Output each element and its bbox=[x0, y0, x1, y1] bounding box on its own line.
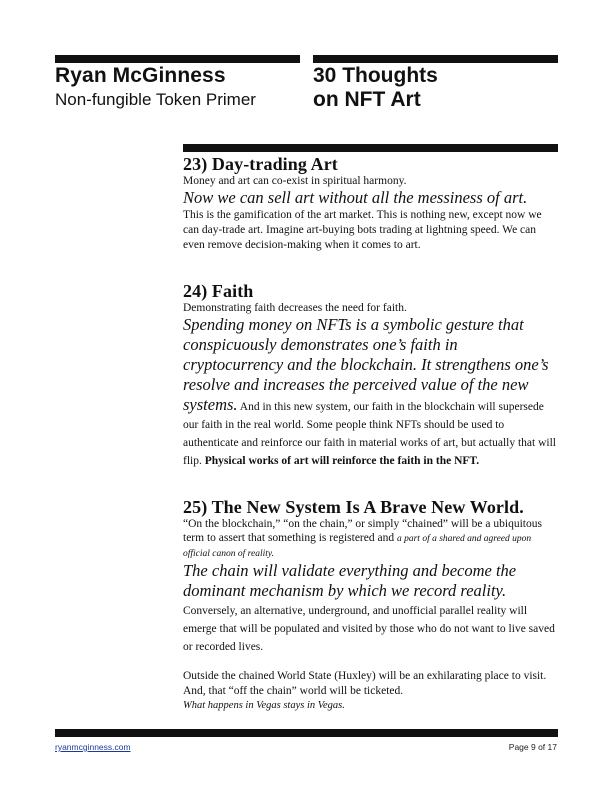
author-name: Ryan McGinness bbox=[55, 64, 226, 87]
pull-quote: The chain will validate everything and become the dominant mechanism by which we record reality. bbox=[183, 561, 517, 600]
section-24 bbox=[183, 281, 559, 469]
closing-line: What happens in Vegas stays in Vegas. bbox=[183, 700, 345, 711]
content-rule bbox=[183, 144, 558, 152]
website-link[interactable]: ryanmcginness.com bbox=[55, 742, 131, 752]
section-heading: 23) Day-trading Art bbox=[183, 154, 338, 174]
section-body: This is the gamification of the art market. This is nothing new, except now we can day-trade art. Imagine art-buying bots trading at lightning speed. We can even remove decision-making when it comes to art. bbox=[183, 209, 542, 251]
section-23 bbox=[183, 154, 559, 253]
header-right bbox=[313, 64, 558, 112]
title-line-1: 30 Thoughts bbox=[313, 64, 438, 87]
section-lead-paragraph bbox=[183, 517, 559, 561]
spacer bbox=[183, 655, 559, 669]
pull-quote: Spending money on NFTs is a symbolic gesture that conspicuously demonstrates one’s faith in cryptocurrency and the blockchain. It strengthens one’s resolve and increases the perceived value of the new systems. bbox=[183, 315, 549, 414]
content-column bbox=[183, 154, 559, 741]
header-rule-right bbox=[313, 55, 558, 63]
section-lead-italic: a part of a shared and agreed upon official canon of reality. bbox=[183, 534, 532, 559]
document-subtitle: Non-fungible Token Primer bbox=[55, 90, 256, 109]
section-heading: 25) The New System Is A Brave New World. bbox=[183, 497, 524, 517]
section-paragraph bbox=[183, 561, 559, 655]
section-25 bbox=[183, 497, 559, 713]
header-left bbox=[55, 64, 305, 111]
document-title bbox=[313, 64, 558, 112]
section-lead: Money and art can co-exist in spiritual harmony. bbox=[183, 175, 407, 187]
header-rule-left bbox=[55, 55, 300, 63]
section-body: And in this new system, our faith in the blockchain will supersede our faith in the real world. Some people think NFTs should be used to authenticate and reinforce our faith in material works of art, but actually that will flip. bbox=[183, 401, 556, 467]
title-line-2: on NFT Art bbox=[313, 88, 421, 111]
section-lead: “On the blockchain,” “on the chain,” or simply “chained” will be a ubiquitous term to assert that something is registered and bbox=[183, 518, 542, 544]
section-lead: Demonstrating faith decreases the need for faith. bbox=[183, 302, 407, 314]
section-body-bold: Physical works of art will reinforce the faith in the NFT. bbox=[204, 455, 480, 467]
section-body-2: Outside the chained World State (Huxley) will be an exhilarating place to visit. And, that “off the chain” world will be ticketed. bbox=[183, 670, 547, 697]
section-paragraph bbox=[183, 315, 559, 469]
pull-quote: Now we can sell art without all the messiness of art. bbox=[183, 188, 528, 207]
footer-rule bbox=[55, 729, 558, 737]
section-heading: 24) Faith bbox=[183, 281, 254, 301]
page-number: Page 9 of 17 bbox=[508, 742, 557, 752]
section-body: Conversely, an alternative, underground, and unofficial parallel reality will emerge that will be populated and visited by those who do not want to live saved or recorded lives. bbox=[183, 605, 555, 653]
